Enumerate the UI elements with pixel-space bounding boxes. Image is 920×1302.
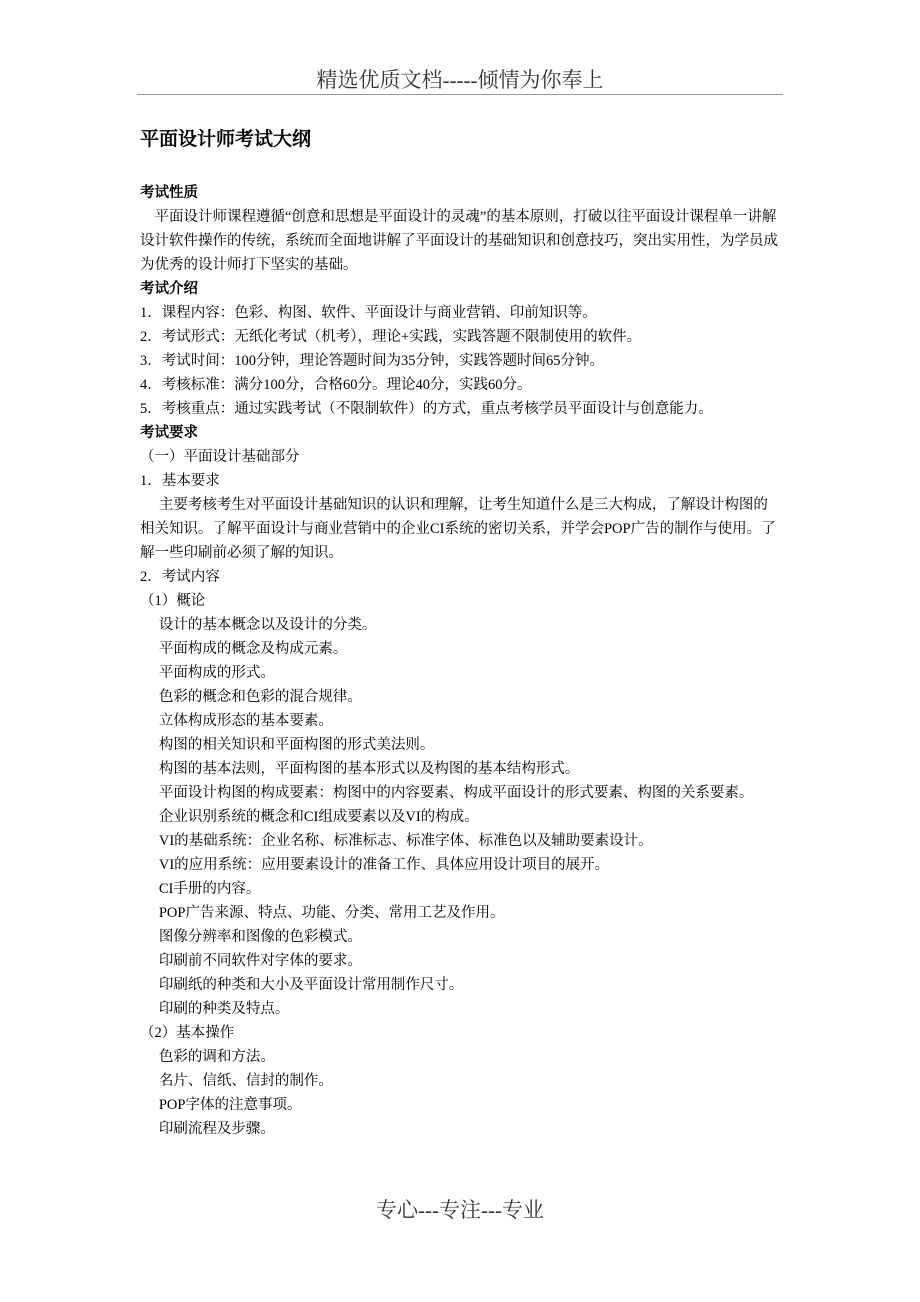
document-body [140, 181, 780, 1141]
list-item: 2．考试形式：无纸化考试（机考），理论+实践，实践答题不限制使用的软件。 [140, 329, 642, 345]
list-item: VI的应用系统：应用要素设计的准备工作、具体应用设计项目的展开。 [158, 857, 610, 873]
list-item: 印刷的种类及特点。 [158, 1001, 290, 1017]
list-item: 5．考核重点：通过实践考试（不限制软件）的方式，重点考核学员平面设计与创意能力。 [140, 401, 713, 417]
list-item: CI手册的内容。 [158, 881, 261, 897]
list-item: 平面构成的形式。 [158, 665, 275, 681]
list-item: 名片、信纸、信封的制作。 [158, 1073, 333, 1089]
list-item: VI的基础系统：企业名称、标准标志、标准字体、标准色以及辅助要素设计。 [158, 833, 653, 849]
list-item: 立体构成形态的基本要素。 [158, 713, 333, 729]
list-item: 企业识别系统的概念和CI组成要素以及VI的构成。 [158, 809, 479, 825]
header-rule [137, 94, 783, 95]
list-item: 构图的相关知识和平面构图的形式美法则。 [158, 737, 435, 753]
subheading: （一）平面设计基础部分 [140, 449, 300, 465]
list-item: 色彩的调和方法。 [158, 1049, 275, 1065]
section-heading: 考试介绍 [140, 281, 198, 297]
list-item: 印刷纸的种类和大小及平面设计常用制作尺寸。 [158, 977, 464, 993]
list-item: 平面构成的概念及构成元素。 [158, 641, 348, 657]
subheading: （2）基本操作 [140, 1025, 235, 1041]
section-heading: 考试性质 [140, 185, 198, 201]
list-item: 构图的基本法则，平面构图的基本形式以及构图的基本结构形式。 [158, 761, 580, 777]
list-item: POP广告来源、特点、功能、分类、常用工艺及作用。 [158, 905, 505, 921]
list-item: 图像分辨率和图像的色彩模式。 [158, 929, 362, 945]
document-title: 平面设计师考试大纲 [140, 129, 312, 150]
list-item: 色彩的概念和色彩的混合规律。 [158, 689, 362, 705]
list-item: 印刷流程及步骤。 [158, 1121, 275, 1137]
list-item: 平面设计构图的构成要素：构图中的内容要素、构成平面设计的形式要素、构图的关系要素。 [158, 785, 754, 801]
subheading: 1．基本要求 [140, 473, 220, 489]
list-item: 3．考试时间：100分钟，理论答题时间为35分钟，实践答题时间65分钟。 [140, 353, 604, 369]
paragraph: 平面设计师课程遵循“创意和思想是平面设计的灵魂”的基本原则，打破以往平面设计课程单一讲解设计软件操作的传统，系统而全面地讲解了平面设计的基础知识和创意技巧，突出实用性，为学员成为优秀的设计师打下坚实的基础。 [140, 209, 778, 273]
list-item: 4．考核标准：满分100分，合格60分。理论40分，实践60分。 [140, 377, 532, 393]
list-item: 印刷前不同软件对字体的要求。 [158, 953, 362, 969]
list-item: 设计的基本概念以及设计的分类。 [158, 617, 377, 633]
subheading: （1）概论 [140, 593, 206, 609]
paragraph: 主要考核考生对平面设计基础知识的认识和理解，让考生知道什么是三大构成，了解设计构图的相关知识。了解平面设计与商业营销中的企业CI系统的密切关系，并学会POP广告的制作与使用。了解一些印刷前必须了解的知识。 [140, 497, 776, 561]
list-item: POP字体的注意事项。 [158, 1097, 302, 1113]
section-heading: 考试要求 [140, 425, 198, 441]
subheading: 2．考试内容 [140, 569, 220, 585]
list-item: 1．课程内容：色彩、构图、软件、平面设计与商业营销、印前知识等。 [140, 305, 597, 321]
page-footer: 专心---专注---专业 [376, 1198, 544, 1222]
page-header: 精选优质文档-----倾情为你奉上 [316, 68, 604, 92]
